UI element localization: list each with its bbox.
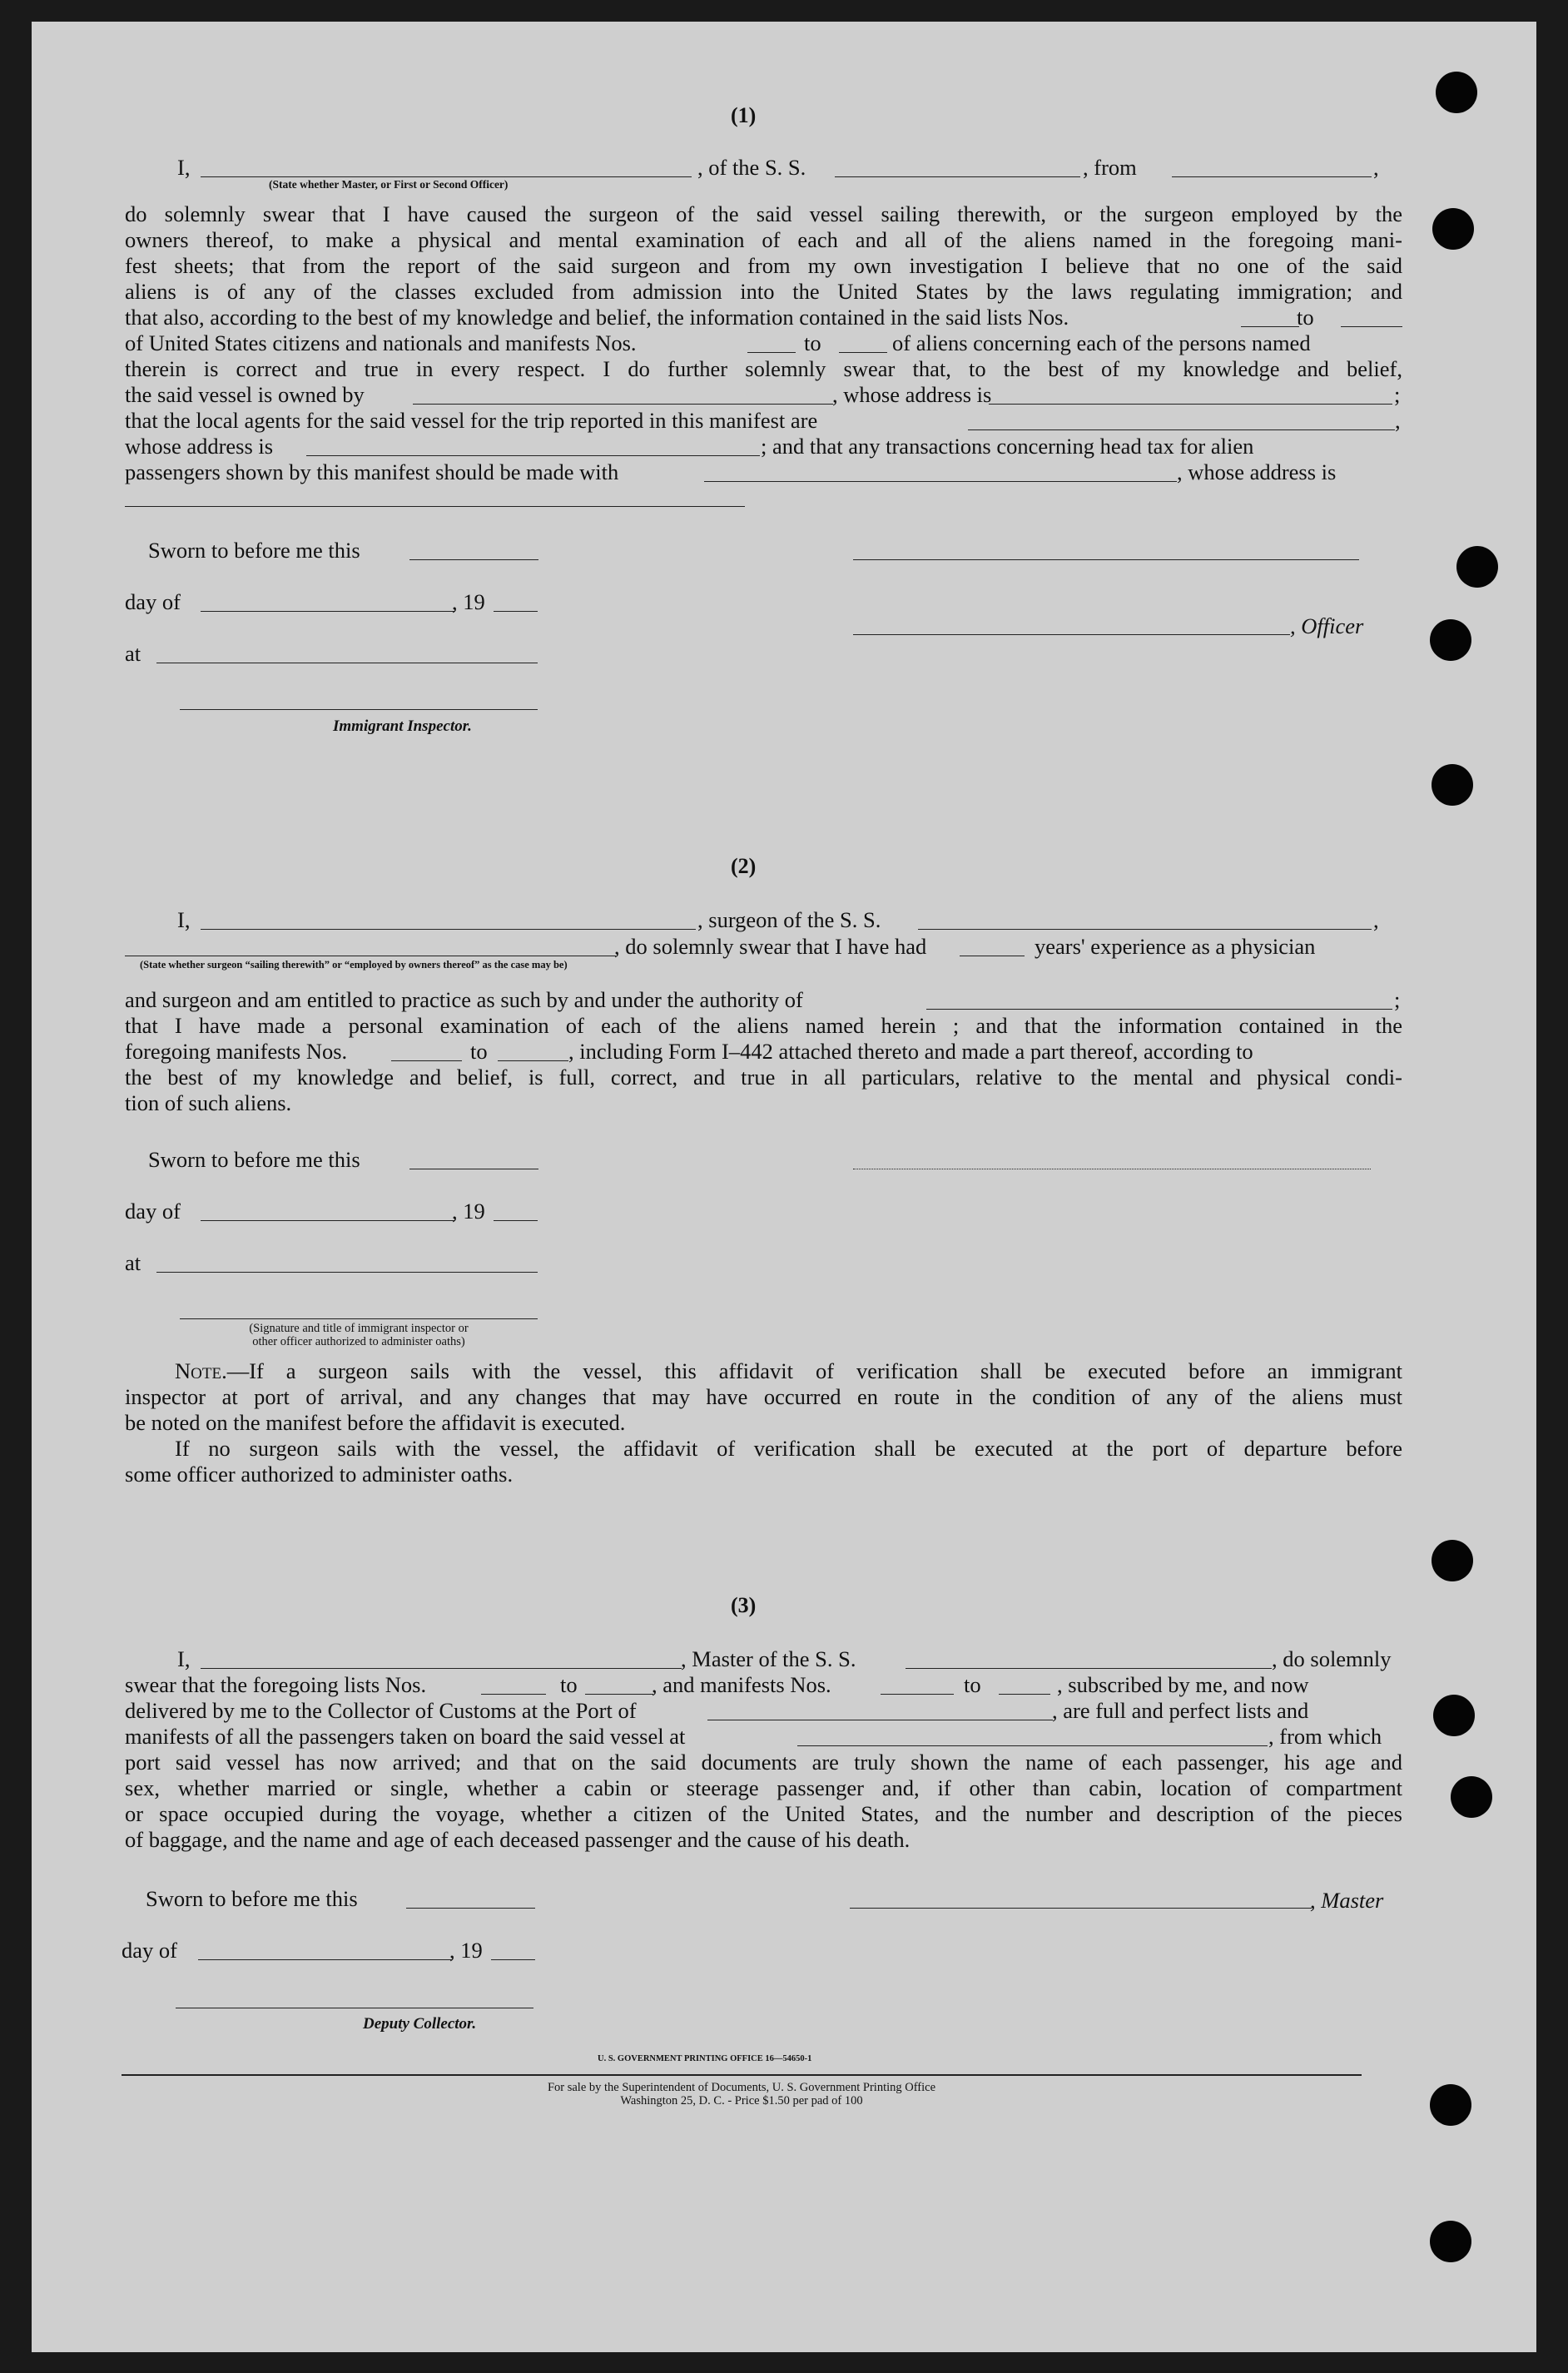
- master-vessel-line[interactable]: [906, 1668, 1272, 1669]
- section3-lists-to-label: to: [560, 1672, 578, 1697]
- master-name-line[interactable]: [201, 1668, 682, 1669]
- section3-manifests-to-label: to: [964, 1672, 981, 1697]
- section1-para-2: owners thereof, to make a physical and mental examination of each and all of the aliens named in the foregoing mani-: [125, 227, 1402, 252]
- agents-comma: ,: [1395, 408, 1401, 433]
- local-agents-line[interactable]: [968, 429, 1395, 430]
- section1-sworn-label: Sworn to before me this: [148, 538, 360, 563]
- officer-label: , Officer: [1290, 613, 1364, 638]
- section2-year-label: , 19: [452, 1199, 485, 1224]
- section1-day-of-label: day of: [125, 589, 181, 614]
- authority-line[interactable]: [926, 1009, 1392, 1010]
- note-para-2: inspector at port of arrival, and any changes that may have occurred en route in the condition of any of the aliens must: [125, 1384, 1402, 1409]
- made-with-label: passengers shown by this manifest should be made with: [125, 459, 619, 484]
- agent-address-line[interactable]: [306, 455, 760, 456]
- section1-year-line[interactable]: [494, 611, 538, 612]
- authority-label: and surgeon and am entitled to practice as such by and under the authority of: [125, 987, 803, 1012]
- section2-sworn-label: Sworn to before me this: [148, 1147, 360, 1172]
- section3-para-2: sex, whether married or single, whether a cabin or steerage passenger and, if other than cabin, location of compartment: [125, 1775, 1402, 1800]
- of-ss-label: , of the S. S.: [697, 155, 806, 180]
- section2-inspector-line[interactable]: [180, 1318, 538, 1319]
- section3-lists-to-line[interactable]: [585, 1694, 653, 1695]
- head-tax-label: ; and that any transactions concerning head tax for alien: [761, 434, 1254, 459]
- full-perfect-label: , are full and perfect lists and: [1052, 1698, 1309, 1723]
- punch-hole: [1430, 2084, 1471, 2126]
- subscribed-label: , subscribed by me, and now: [1057, 1672, 1309, 1697]
- section1-month-line[interactable]: [201, 611, 454, 612]
- lists-to-line[interactable]: [1341, 326, 1402, 327]
- sale-notice-2: Washington 25, D. C. - Price $1.50 per pad of 100: [620, 2094, 863, 2107]
- agent-address-label: whose address is: [125, 434, 274, 459]
- form-i442-label: , including Form I–442 attached thereto and made a part thereof, according to: [568, 1039, 1253, 1064]
- physician-label: years' experience as a physician: [1035, 934, 1316, 959]
- section2-to-label: to: [470, 1039, 488, 1064]
- section1-year-label: , 19: [452, 589, 485, 614]
- from-which-label: , from which: [1268, 1724, 1382, 1749]
- master-solemnly-label: , do solemnly: [1272, 1646, 1392, 1671]
- section1-heading: (1): [731, 103, 757, 127]
- punch-hole: [1430, 619, 1471, 661]
- aliens-concerning-label: of aliens concerning each of the persons named: [892, 330, 1311, 355]
- section3-month-line[interactable]: [198, 1959, 452, 1960]
- section1-at-label: at: [125, 641, 141, 666]
- section3-heading: (3): [731, 1593, 757, 1617]
- punch-hole: [1436, 72, 1477, 113]
- taken-on-board-label: manifests of all the passengers taken on board the said vessel at: [125, 1724, 686, 1749]
- owner-name-line[interactable]: [413, 404, 833, 405]
- section3-year-label: , 19: [449, 1938, 483, 1963]
- section3-para-4: of baggage, and the name and age of each deceased passenger and the cause of his death.: [125, 1827, 911, 1852]
- inspector-signature-line[interactable]: [180, 709, 538, 710]
- local-agents-label: that the local agents for the said vessel for the trip reported in this manifest are: [125, 408, 818, 433]
- section3-i-label: I,: [177, 1646, 191, 1671]
- lists-nos-label: that also, according to the best of my knowledge and belief, the information contained in the said lists Nos.: [125, 305, 1069, 330]
- manifests-to-line[interactable]: [839, 352, 887, 353]
- note-text-1: —If a surgeon sails with the vessel, this affidavit of verification shall be executed before an immigrant: [226, 1358, 1402, 1383]
- section3-manifests-to-line[interactable]: [999, 1694, 1050, 1695]
- lists-from-line[interactable]: [1241, 326, 1299, 327]
- master-label: , Master: [1310, 1888, 1384, 1913]
- section3-sworn-label: Sworn to before me this: [146, 1886, 358, 1911]
- surgeon-name-line[interactable]: [201, 929, 696, 930]
- correct-true-line: therein is correct and true in every respect. I do further solemnly swear that, to the best of my knowledge and belief,: [125, 356, 1402, 381]
- footer-divider: [122, 2074, 1362, 2076]
- section1-i-label: I,: [177, 155, 191, 180]
- master-signature-line[interactable]: [850, 1908, 1312, 1909]
- manifests-to-label: to: [804, 330, 821, 355]
- note2-para-2: some officer authorized to administer oaths.: [125, 1462, 514, 1487]
- punch-hole: [1432, 764, 1473, 806]
- section1-para-4: aliens is of any of the classes excluded from admission into the United States by the laws regulating immigration; and: [125, 279, 1402, 304]
- section3-lists-from-line[interactable]: [481, 1694, 546, 1695]
- collector-port-label: delivered by me to the Collector of Customs at the Port of: [125, 1698, 637, 1723]
- manifests-nos-label: of United States citizens and nationals and manifests Nos.: [125, 330, 637, 355]
- master-of-ss-label: , Master of the S. S.: [681, 1646, 856, 1671]
- head-tax-party-line[interactable]: [704, 481, 1177, 482]
- section2-day-of-label: day of: [125, 1199, 181, 1224]
- punch-hole: [1456, 546, 1498, 588]
- note-para-3: be noted on the manifest before the affidavit is executed.: [125, 1410, 626, 1435]
- note-para-1: [125, 1358, 1402, 1385]
- section3-lists-label: swear that the foregoing lists Nos.: [125, 1672, 427, 1697]
- section2-at-label: at: [125, 1250, 141, 1275]
- owned-by-label: the said vessel is owned by: [125, 382, 365, 407]
- lists-to-label: to: [1297, 305, 1314, 330]
- section3-manifests-from-line[interactable]: [881, 1694, 954, 1695]
- sale-notice-1: For sale by the Superintendent of Documents, U. S. Government Printing Office: [547, 2081, 936, 2094]
- section3-manifests-label: , and manifests Nos.: [652, 1672, 831, 1697]
- deputy-collector-label: Deputy Collector.: [363, 2015, 477, 2033]
- section2-month-line[interactable]: [201, 1220, 454, 1221]
- surgeon-of-ss-label: , surgeon of the S. S.: [697, 907, 881, 932]
- officer-caption: (State whether Master, or First or Second Officer): [269, 178, 509, 191]
- party-address-line[interactable]: [125, 506, 745, 507]
- inspector-label: Immigrant Inspector.: [333, 717, 472, 735]
- authority-semicolon: ;: [1394, 987, 1401, 1012]
- section1-sworn-day-line[interactable]: [409, 559, 538, 560]
- gpo-imprint: U. S. GOVERNMENT PRINTING OFFICE 16—54650-1: [598, 2054, 812, 2063]
- form-page: [32, 22, 1536, 2352]
- note-label: Note.: [175, 1358, 227, 1383]
- officer-signature-line[interactable]: [853, 634, 1290, 635]
- surgeon-caption: (State whether surgeon “sailing therewith” or “employed by owners thereof” as the case may be): [140, 959, 568, 971]
- section2-para-1: the best of my knowledge and belief, is full, correct, and true in all particulars, relative to the mental and physical condi-: [125, 1065, 1402, 1090]
- punch-hole: [1432, 1540, 1473, 1581]
- sig-caption-1: (Signature and title of immigrant inspector or: [249, 1322, 469, 1335]
- section2-heading: (2): [731, 854, 757, 878]
- foregoing-manifests-label: foregoing manifests Nos.: [125, 1039, 348, 1064]
- section3-para-3: or space occupied during the voyage, whether a citizen of the United States, and the number and description of the pieces: [125, 1801, 1402, 1826]
- punch-hole: [1432, 208, 1474, 250]
- punch-hole: [1430, 2221, 1471, 2262]
- section2-year-line[interactable]: [494, 1220, 538, 1221]
- section1-para-3: fest sheets; that from the report of the said surgeon and from my own investigation I believe that no one of the said: [125, 253, 1402, 278]
- section2-place-line[interactable]: [156, 1272, 538, 1273]
- years-experience-label: , do solemnly swear that I have had: [614, 934, 927, 959]
- owned-semicolon: ;: [1394, 382, 1401, 407]
- surgeon-line-comma: ,: [1373, 907, 1379, 932]
- section2-manifest-to-line[interactable]: [498, 1060, 568, 1061]
- section3-year-line[interactable]: [491, 1959, 535, 1960]
- section2-para-2: tion of such aliens.: [125, 1090, 292, 1115]
- owner-address-label: , whose address is: [832, 382, 992, 407]
- section2-manifest-from-line[interactable]: [391, 1060, 462, 1061]
- section3-para-1: port said vessel has now arrived; and that on the said documents are truly shown the name of each passenger, his age and: [125, 1750, 1402, 1775]
- section1-para-1: do solemnly swear that I have caused the surgeon of the said vessel sailing therewith, or the surgeon employed by the: [125, 201, 1402, 226]
- from-port-line[interactable]: [1172, 176, 1372, 177]
- from-label: , from: [1083, 155, 1137, 180]
- owner-address-line[interactable]: [989, 404, 1392, 405]
- surgeon-vessel-line[interactable]: [918, 929, 1372, 930]
- line1-comma: ,: [1373, 155, 1379, 180]
- boarding-port-line[interactable]: [797, 1745, 1268, 1746]
- punch-hole: [1433, 1695, 1475, 1736]
- section3-day-of-label: day of: [122, 1938, 177, 1963]
- manifests-from-line[interactable]: [747, 352, 796, 353]
- section2-i-label: I,: [177, 907, 191, 932]
- sig-caption-2: other officer authorized to administer oaths): [252, 1335, 465, 1348]
- section3-sworn-day-line[interactable]: [406, 1908, 535, 1909]
- officer-name-line[interactable]: [201, 176, 692, 177]
- party-address-label: , whose address is: [1177, 459, 1337, 484]
- personal-exam-line: that I have made a personal examination of each of the aliens named herein ; and that the information contained in the: [125, 1013, 1402, 1038]
- punch-hole: [1451, 1776, 1492, 1818]
- note2-para-1: If no surgeon sails with the vessel, the affidavit of verification shall be executed at the port of departure before: [175, 1436, 1402, 1461]
- section1-signature-line[interactable]: [853, 559, 1359, 560]
- vessel-name-line[interactable]: [835, 176, 1080, 177]
